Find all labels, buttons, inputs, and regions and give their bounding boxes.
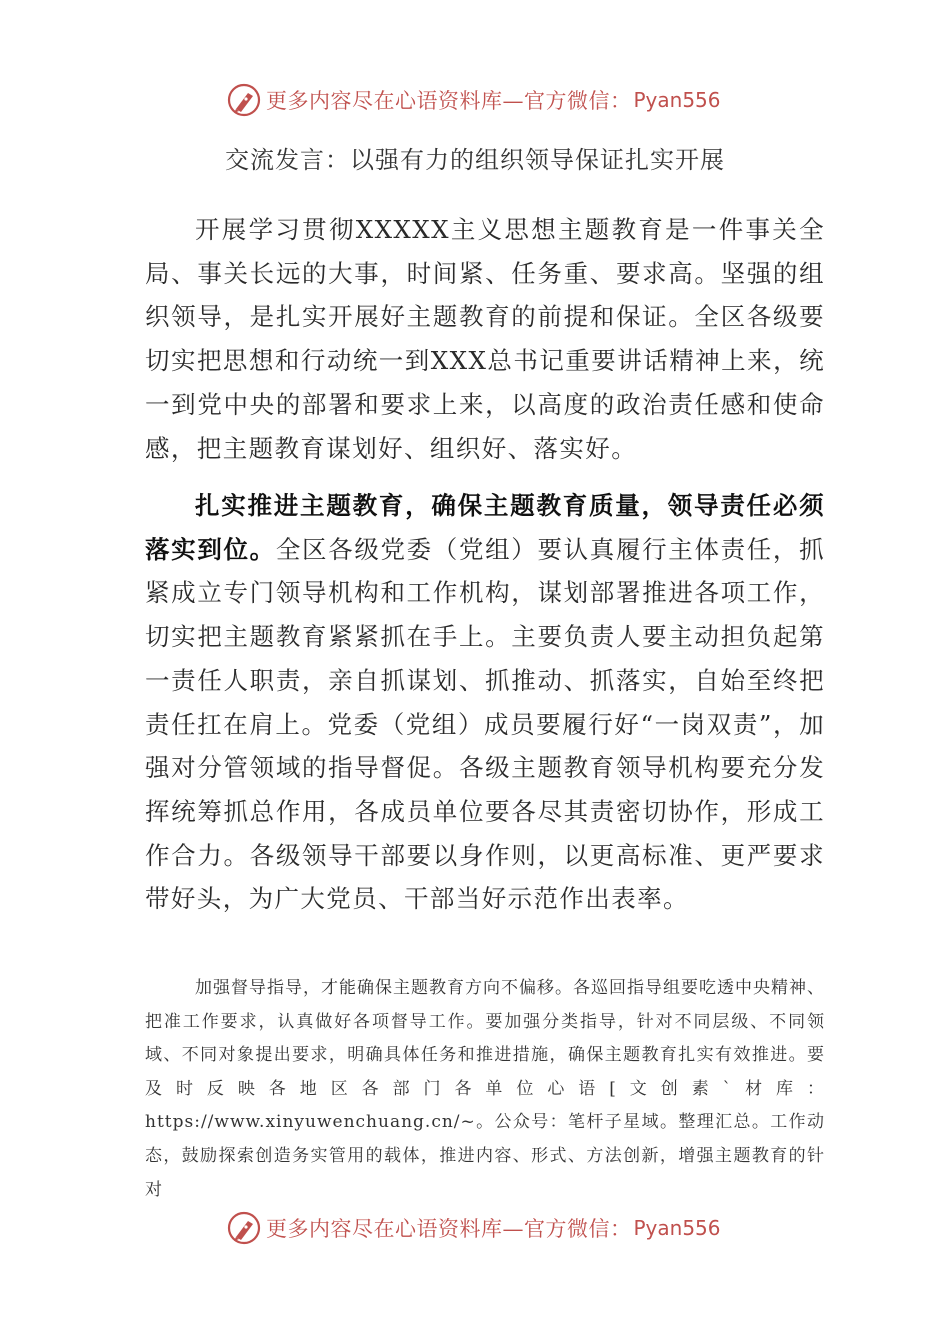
paragraph-2-lead: 扎实推进主题教育，确保主题教育质量，领导责任必须落实到位。	[145, 491, 825, 564]
paragraph-2	[145, 484, 825, 921]
watermark-text: 更多内容尽在心语资料库—官方微信：	[266, 89, 632, 113]
paragraph-3: 加强督导指导，才能确保主题教育方向不偏移。各巡回指导组要吃透中央精神、把准工作要求，认真做好各项督导工作。要加强分类指导，针对不同层级、不同领域、不同对象提出要求，明确具体任务和推进措施，确保主题教育扎实有效推进。要及时反映各地区各部门各单位心语[文创素`材库：https://www.xinyuwenchuang.cn/~。公众号：笔杆子星域。整理汇总。工作动态，鼓励探索创造务实管用的载体，推进内容、形式、方法创新，增强主题教育的针对	[145, 978, 825, 1200]
document-title: 交流发言：以强有力的组织领导保证扎实开展	[225, 146, 725, 174]
watermark-handle: Pyan556	[633, 1216, 721, 1240]
watermark-header	[226, 80, 746, 120]
watermark-footer	[226, 1208, 746, 1248]
watermark-handle: Pyan556	[633, 88, 721, 112]
pen-nib-icon	[226, 1210, 262, 1246]
paragraph-2-body: 全区各级党委（党组）要认真履行主体责任，抓紧成立专门领导机构和工作机构，谋划部署推进各项工作，切实把主题教育紧紧抓在手上。主要负责人要主动担负起第一责任人职责，亲自抓谋划、抓推动、抓落实，自始至终把责任扛在肩上。党委（党组）成员要履行好“一岗双责”，加强对分管领域的指导督促。各级主题教育领导机构要充分发挥统筹抓总作用，各成员单位要各尽其责密切协作，形成工作合力。各级领导干部要以身作则，以更高标准、更严要求带好头，为广大党员、干部当好示范作出表率。	[145, 534, 826, 914]
pen-nib-icon	[226, 82, 262, 118]
watermark-text: 更多内容尽在心语资料库—官方微信：	[266, 1217, 632, 1241]
paragraph-1: 开展学习贯彻XXXXX主义思想主题教育是一件事关全局、事关长远的大事，时间紧、任务重、要求高。坚强的组织领导，是扎实开展好主题教育的前提和保证。全区各级要切实把思想和行动统一到XXX总书记重要讲话精神上来，统一到党中央的部署和要求上来，以高度的政治责任感和使命感，把主题教育谋划好、组织好、落实好。	[145, 215, 825, 463]
